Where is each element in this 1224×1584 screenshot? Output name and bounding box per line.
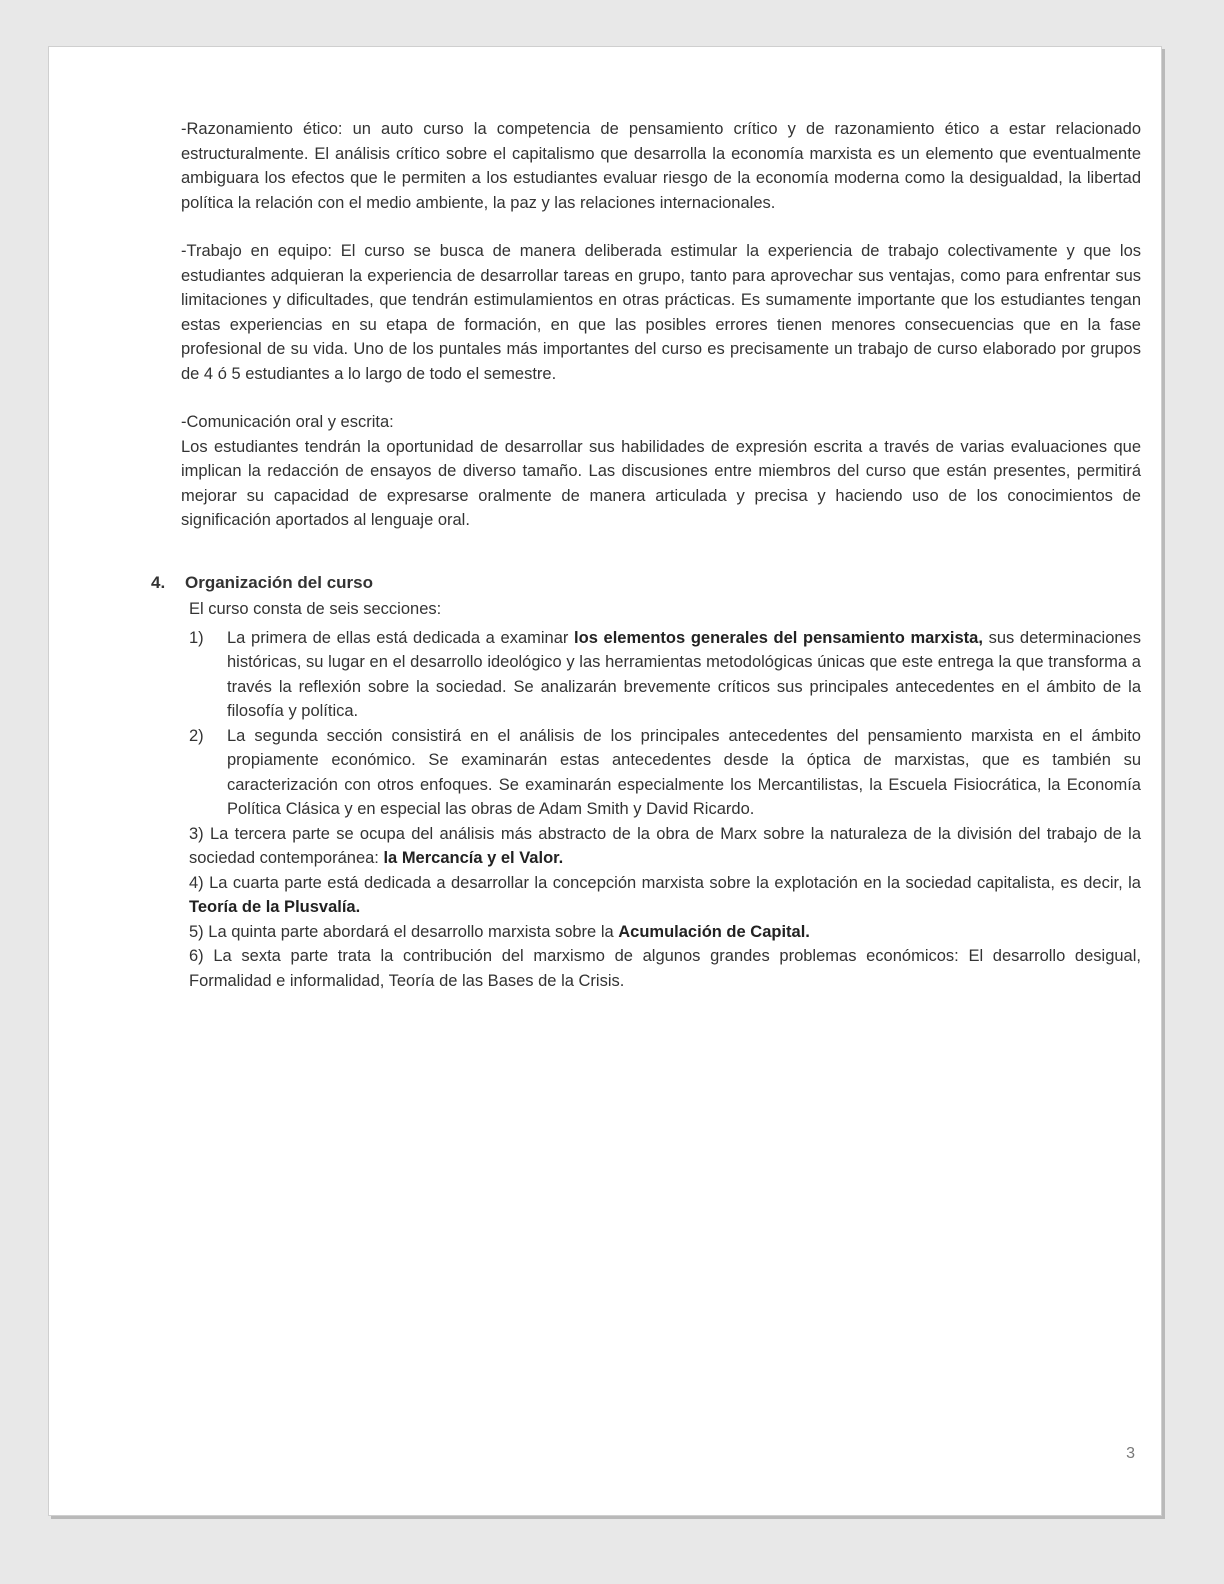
list-item-emphasis: Teoría de la Plusvalía. xyxy=(189,898,361,916)
list-item-text: La cuarta parte está dedicada a desarrollar la concepción marxista sobre la explotación en la sociedad capitalista, es decir, la xyxy=(209,873,1141,892)
list-item-number: 1) xyxy=(189,628,204,647)
section-list xyxy=(189,626,1141,994)
list-item-text-continued: sus determinaciones históricas, su lugar en el desarrollo ideológico y las herramientas metodológicas únicas que este entrega la que transforma a través la reflexión sobre la sociedad. Se analizarán brevemente críticos sus principales antecedentes en el ámbito de la filosofía y política. xyxy=(227,628,1141,720)
list-item xyxy=(189,920,1141,945)
list-item xyxy=(189,871,1141,920)
list-item-text: La primera de ellas está dedicada a examinar xyxy=(227,628,575,647)
list-item xyxy=(189,626,1141,724)
list-item-number: 5) xyxy=(189,922,204,941)
page-content xyxy=(151,117,1142,993)
list-item-text: La sexta parte trata la contribución del marxismo de algunos grandes problemas económicos: El desarrollo desigual, Formalidad e informalidad, Teoría de las Bases de la Crisis. xyxy=(189,947,1141,990)
list-item-number: 4) xyxy=(189,873,204,892)
list-item-text: La quinta parte abordará el desarrollo marxista sobre la xyxy=(208,922,619,941)
paragraph-ethical-reasoning: -Razonamiento ético: un auto curso la competencia de pensamiento crítico y de razonamiento ético a estar relacionado estructuralmente. El análisis crítico sobre el capitalismo que desarrolla la economía marxista es un elemento que eventualmente ambiguara los efectos que le permiten a los estudiantes evaluar riesgo de la economía moderna como la desigualdad, la libertad política la relación con el medio ambiente, la paz y las relaciones internacionales. xyxy=(181,120,1141,212)
section-heading xyxy=(151,571,1141,596)
section-title: Organización del curso xyxy=(185,572,373,592)
list-item-text: La segunda sección consistirá en el análisis de los principales antecedentes del pensamiento marxista en el ámbito propiamente económico. Se examinarán estas antecedentes desde la óptica de marxistas, que es también su caracterización con otros enfoques. Se examinarán especialmente los Mercantilistas, la Escuela Fisiocrática, la Economía Política Clásica y en especial las obras de Adam Smith y David Ricardo. xyxy=(227,726,1141,818)
list-item xyxy=(189,944,1141,993)
paragraph-communication-text: Los estudiantes tendrán la oportunidad de desarrollar sus habilidades de expresión escrita a través de varias evaluaciones que implican la redacción de ensayos de diverso tamaño. Las discusiones entre miembros del curso que están presentes, permitirá mejorar su capacidad de expresarse oralmente de manera articulada y precisa y haciendo uso de los conocimientos de significación aportados al lenguaje oral. xyxy=(181,437,1141,529)
paragraph-communication-title: -Comunicación oral y escrita: xyxy=(181,413,394,431)
list-item xyxy=(189,822,1141,871)
list-item-emphasis: Acumulación de Capital. xyxy=(618,922,810,941)
document-page xyxy=(48,46,1162,1516)
list-item-number: 2) xyxy=(189,726,204,745)
page-number: 3 xyxy=(1126,1445,1135,1462)
list-item xyxy=(189,724,1141,822)
paragraph-teamwork: -Trabajo en equipo: El curso se busca de manera deliberada estimular la experiencia de trabajo colectivamente y que los estudiantes adquieran la experiencia de desarrollar tareas en grupo, tanto para aprovechar sus ventajas, como para enfrentar sus limitaciones y dificultades, que tendrán estimulamientos en otras prácticas. Es sumamente importante que los estudiantes tengan estas experiencias en su etapa de formación, en que las posibles errores tienen menores consecuencias que en la fase profesional de su vida. Uno de los puntales más importantes del curso es precisamente un trabajo de curso elaborado por grupos de 4 ó 5 estudiantes a lo largo de todo el semestre. xyxy=(181,242,1141,383)
list-item-emphasis: la Mercancía y el Valor. xyxy=(383,849,564,867)
section-intro: El curso consta de seis secciones: xyxy=(189,600,442,618)
list-item-number: 6) xyxy=(189,947,204,965)
paragraph-communication xyxy=(181,410,1141,533)
section-number: 4. xyxy=(151,572,166,592)
list-item-text: La tercera parte se ocupa del análisis más abstracto de la obra de Marx sobre la naturaleza de la división del trabajo de la sociedad contemporánea: xyxy=(189,824,1142,867)
list-item-emphasis: los elementos generales del pensamiento marxista, xyxy=(574,628,983,647)
list-item-number: 3) xyxy=(189,824,204,843)
